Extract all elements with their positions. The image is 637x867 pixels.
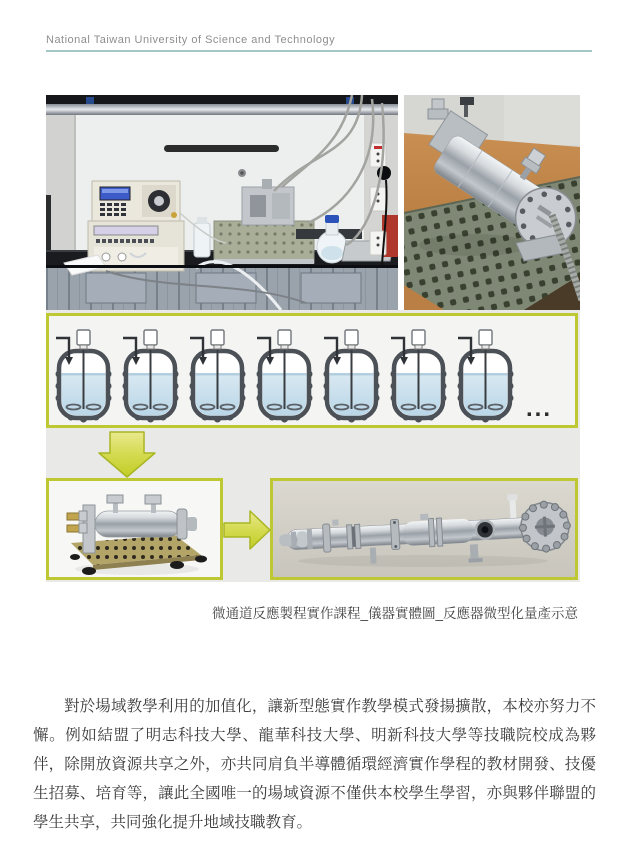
mini-reactor-photo (46, 478, 223, 580)
mini-cylinder (95, 511, 181, 537)
stirred-tank-icon (256, 329, 313, 424)
header-divider-line (46, 50, 592, 52)
stirred-tank-icon (189, 329, 246, 424)
page-header-title: National Taiwan University of Science and Technology (46, 34, 336, 46)
stirred-tank-icon (122, 329, 179, 424)
process-diagram (46, 310, 580, 582)
steel-reactor-photo (404, 95, 580, 310)
photo-row (46, 95, 580, 310)
ellipsis-label: ... (526, 395, 553, 422)
hplc-pump-stack (88, 181, 184, 271)
arrow-down-icon (98, 431, 156, 478)
tubular-reactor-photo (270, 478, 578, 580)
body-paragraph: 對於場域教學利用的加值化，讓新型態實作教學模式發揚擴散，本校亦努力不懈。例如結盟了明志科技大學、龍華科技大學、明新科技大學等技職院校成為夥伴，除開放資源共享之外，亦共同肩負半導體循環經濟實作學程的教材開發、技優生招募、培育等，讓此全國唯一的場域資源不僅供本校學生學習，亦與夥伴聯盟的學生共享，共同強化提升地域技職教育。 (33, 698, 596, 831)
arrow-right-icon (223, 510, 271, 550)
stirred-tank-icon (457, 329, 514, 424)
figure-block (46, 95, 580, 582)
stirred-tank-row (46, 313, 578, 428)
stirred-tank-icon (323, 329, 380, 424)
lab-fumehood-photo (46, 95, 398, 310)
stirred-tank-icon (55, 329, 112, 424)
stirred-tank-icon (390, 329, 447, 424)
vessel-list (55, 329, 514, 424)
figure-caption: 微通道反應製程實作課程_儀器實體圖_反應器微型化量產示意 (211, 606, 578, 621)
